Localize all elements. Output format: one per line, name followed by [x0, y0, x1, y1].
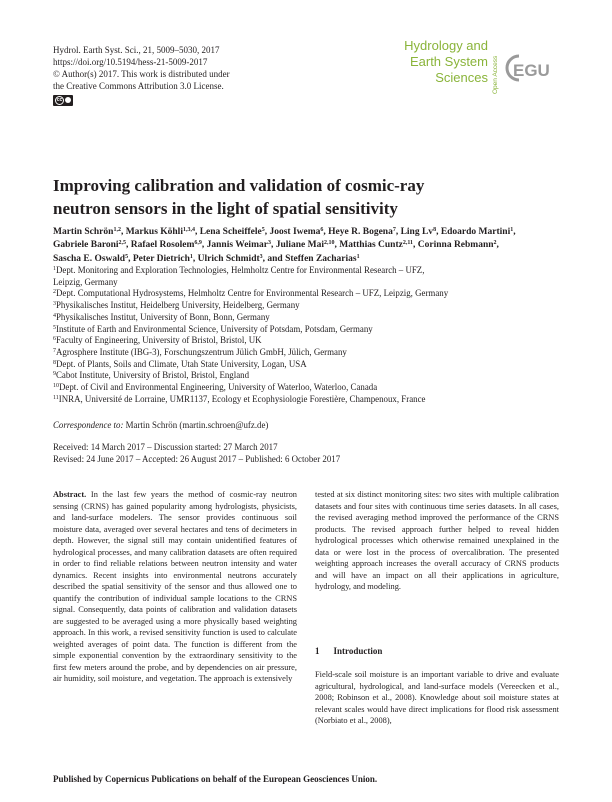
affiliation-number: 1 — [53, 266, 56, 272]
affiliation-number: 2 — [53, 289, 56, 296]
author-list — [53, 226, 563, 266]
cc-logo-text: cc — [56, 97, 63, 103]
author-name: Steffen Zacharias — [285, 253, 357, 264]
affiliation-text: Faculty of Engineering, University of Bristol, Bristol, UK — [56, 335, 262, 346]
author-affiliation-marker: 5 — [261, 227, 265, 233]
affiliation-number: 11 — [53, 394, 59, 401]
affiliation-text: Physikalisches Institut, University of Bonn, Bonn, Germany — [56, 311, 270, 322]
author-affiliation-marker: 1 — [356, 253, 360, 260]
publication-dates — [53, 441, 340, 465]
author-affiliation-marker: 6 — [320, 227, 324, 233]
author-name: Jannis Weimar — [206, 240, 268, 251]
author-separator: , — [334, 240, 340, 251]
author-separator: , — [323, 227, 329, 237]
affiliation-item — [53, 324, 563, 336]
author-separator: , — [201, 240, 207, 251]
egu-logo — [502, 50, 558, 86]
author-name: Lena Scheiffele — [199, 227, 262, 237]
title-line-2: neutron sensors in the light of spatial sensitivity — [53, 198, 398, 218]
doi-link[interactable]: https://doi.org/10.5194/hess-21-5009-2017 — [53, 57, 208, 68]
correspondence — [53, 420, 268, 430]
affiliation-text: INRA, Université de Lorraine, UMR1137, Ecology et Ecophysiologie Forestière, Champenoux, France — [58, 393, 426, 404]
author-name: Joost Iwema — [269, 227, 321, 237]
affiliation-list — [53, 265, 563, 405]
author-name: Ulrich Schmidt — [197, 253, 260, 264]
affiliation-text: Institute of Earth and Environmental Science, University of Potsdam, Potsdam, Germany — [56, 323, 373, 334]
affiliation-text: Dept. Computational Hydrosystems, Helmholtz Centre for Environmental Research – UFZ, Leipzig, Germany — [56, 288, 449, 299]
cc-license-icon[interactable] — [53, 95, 73, 106]
author-affiliation-marker: 2,10 — [324, 240, 335, 247]
affiliation-item — [53, 347, 563, 359]
abstract-label: Abstract. — [53, 490, 87, 499]
affiliation-text: Dept. of Plants, Soils and Climate, Utah State University, Logan, USA — [56, 358, 307, 369]
affiliation-item — [53, 370, 563, 382]
open-access-text: Open Access — [492, 55, 499, 94]
author-name: Ling Lv — [400, 227, 434, 237]
affiliation-text: Dept. of Civil and Environmental Engineering, University of Waterloo, Waterloo, Canada — [59, 382, 378, 393]
author-separator: , — [192, 253, 198, 264]
author-name: Gabriele Baroni — [53, 240, 119, 251]
author-affiliation-marker: 1,2 — [113, 227, 121, 233]
author-name: Sascha E. Oswald — [53, 253, 126, 264]
abstract-text-1: In the last few years the method of cosmic-ray neutron sensing (CRNS) has gained popularity among hydrologists, physicists, and land-surface modelers. The sensor provides continuous soil moisture data, averaged over several hectares and tens of decimeters in depth. However, the signal still may contain unidentified features of hydrological processes, and many calibration datasets are often required in order to find reliable relations between neutron intensity and water dynamics. Recent insights into environmental neutrons accurately described the spatial sensitivity of the sensor and thus allowed one to quantify the contribution of individual sample locations to the CRNS signal. Consequently, data points of calibration and validation datasets are suggested to be averaged using a more physically based weighting approach. In this work, a revised sensitivity function is used to calculate weighted averages of point data. The function is different from the simple exponential convention by the extraordinary sensitivity to the first few meters around the probe, and by dependencies on air pressure, air humidity, soil moisture, and vegetation. The approach is extensively — [53, 490, 297, 683]
license-line-2: the Creative Commons Attribution 3.0 License. — [53, 81, 224, 92]
journal-line-1: Hydrology and — [404, 38, 488, 53]
author-and: and — [267, 253, 286, 264]
author-affiliation-marker: 2 — [493, 240, 497, 247]
author-separator: , — [262, 253, 268, 264]
author-affiliation-marker: 6,9 — [194, 240, 202, 247]
affiliation-number: 5 — [53, 324, 56, 331]
article-metadata — [53, 44, 303, 92]
affiliation-text: Physikalisches Institut, Heidelberg University, Heidelberg, Germany — [56, 300, 300, 311]
affiliation-number: 8 — [53, 359, 56, 366]
affiliation-text: Leipzig, Germany — [53, 276, 118, 287]
affiliation-number: 3 — [53, 301, 56, 308]
affiliation-item — [53, 359, 563, 371]
dates-line-2: Revised: 24 June 2017 – Accepted: 26 August 2017 – Published: 6 October 2017 — [53, 454, 341, 464]
author-separator: , — [270, 240, 276, 251]
section-title: Introduction — [333, 646, 383, 656]
author-separator: , — [436, 227, 441, 237]
author-separator: , — [120, 227, 126, 237]
citation: Hydrol. Earth Syst. Sci., 21, 5009–5030, 2017 — [53, 45, 220, 55]
introduction-paragraph: Field-scale soil moisture is an important variable to drive and evaluate agricultural, hydrological, and land-surface models (Vereecken et al., 2008; Robinson et al., 2008). Knowledge about soil moisture states at relevant scales would have direct implications for flood risk assessment (Norbiato et al., 2008), — [315, 670, 559, 725]
author-affiliation-marker: 8 — [433, 227, 437, 233]
author-name: Juliane Mai — [275, 240, 324, 251]
article-title — [53, 175, 553, 220]
author-name: Peter Dietrich — [132, 253, 190, 264]
author-affiliation-marker: 3 — [267, 240, 271, 247]
open-access-label — [490, 46, 500, 96]
abstract-column-2 — [315, 489, 559, 593]
author-separator: , — [413, 240, 418, 251]
affiliation-text: Agrosphere Institute (IBG-3), Forschungszentrum Jülich GmbH, Jülich, Germany — [56, 346, 347, 357]
affiliation-item — [53, 335, 563, 347]
dates-line-1: Received: 14 March 2017 – Discussion started: 27 March 2017 — [53, 442, 278, 452]
abstract-text-2: tested at six distinct monitoring sites: two sites with multiple calibration datasets and four sites with continuous time series datasets. In all cases, the revised averaging method improved the performance of the CRNS products. The revised approach further helped to reveal hidden hydrological processes which otherwise remained unexplained in the data or were lost in the process of overcalibration. The presented weighting approach increases the overall accuracy of CRNS products and will have an impact on all their applications in agriculture, hydrology, and modeling. — [315, 490, 559, 591]
author-affiliation-marker: 1,3,4 — [182, 227, 195, 233]
author-name: Corinna Rebmann — [417, 240, 494, 251]
affiliation-text: Dept. Monitoring and Exploration Technologies, Helmholtz Centre for Environmental Research – UFZ, — [56, 265, 425, 275]
affiliation-item — [53, 300, 563, 312]
author-name: Edoardo Martini — [440, 227, 511, 237]
author-separator: , — [126, 240, 131, 251]
author-separator: , — [128, 253, 133, 264]
section-heading-introduction — [315, 646, 396, 656]
journal-line-2: Earth System — [409, 54, 488, 69]
title-line-1: Improving calibration and validation of cosmic-ray — [53, 176, 425, 195]
author-separator: , — [264, 227, 270, 237]
author-separator: , — [513, 227, 516, 237]
affiliation-number: 4 — [53, 312, 56, 319]
author-name: Rafael Rosolem — [130, 240, 195, 251]
license-line-1: © Author(s) 2017. This work is distributed under — [53, 69, 230, 80]
affiliation-item — [53, 394, 563, 406]
affiliation-item — [53, 277, 563, 289]
author-affiliation-marker: 7 — [392, 227, 396, 233]
abstract-column-1 — [53, 489, 297, 685]
affiliation-number: 7 — [53, 347, 56, 354]
affiliation-item — [53, 265, 563, 277]
author-affiliation-marker: 1 — [510, 227, 514, 233]
author-affiliation-marker: 2,11 — [402, 240, 414, 247]
affiliation-item — [53, 312, 563, 324]
by-person-icon — [65, 97, 71, 103]
egu-logo-text: EGU — [513, 61, 550, 80]
author-affiliation-marker: 2,5 — [118, 240, 127, 247]
correspondence-text: Martin Schrön (martin.schroen@ufz.de) — [123, 420, 269, 430]
correspondence-label: Correspondence to: — [53, 420, 124, 430]
journal-logo — [388, 38, 488, 86]
affiliation-item — [53, 382, 563, 394]
author-affiliation-marker: 3 — [259, 253, 263, 260]
author-separator: , — [194, 227, 200, 237]
section-number: 1 — [315, 646, 320, 656]
journal-line-3: Sciences — [435, 70, 488, 85]
affiliation-number: 6 — [53, 336, 56, 343]
author-separator: , — [496, 240, 499, 251]
author-name: Markus Köhli — [125, 227, 183, 237]
author-name: Heye R. Bogena — [328, 227, 393, 237]
affiliation-number: 9 — [53, 371, 56, 378]
affiliation-text: Cabot Institute, University of Bristol, Bristol, England — [56, 370, 250, 381]
author-affiliation-marker: 1 — [189, 253, 193, 260]
affiliation-item — [53, 288, 563, 300]
author-affiliation-marker: 5 — [125, 253, 129, 260]
author-separator: , — [395, 227, 401, 237]
author-name: Martin Schrön — [53, 227, 114, 237]
publisher-footer: Published by Copernicus Publications on behalf of the European Geosciences Union. — [53, 774, 378, 784]
affiliation-number: 10 — [53, 383, 59, 390]
author-name: Matthias Cuntz — [339, 240, 403, 251]
